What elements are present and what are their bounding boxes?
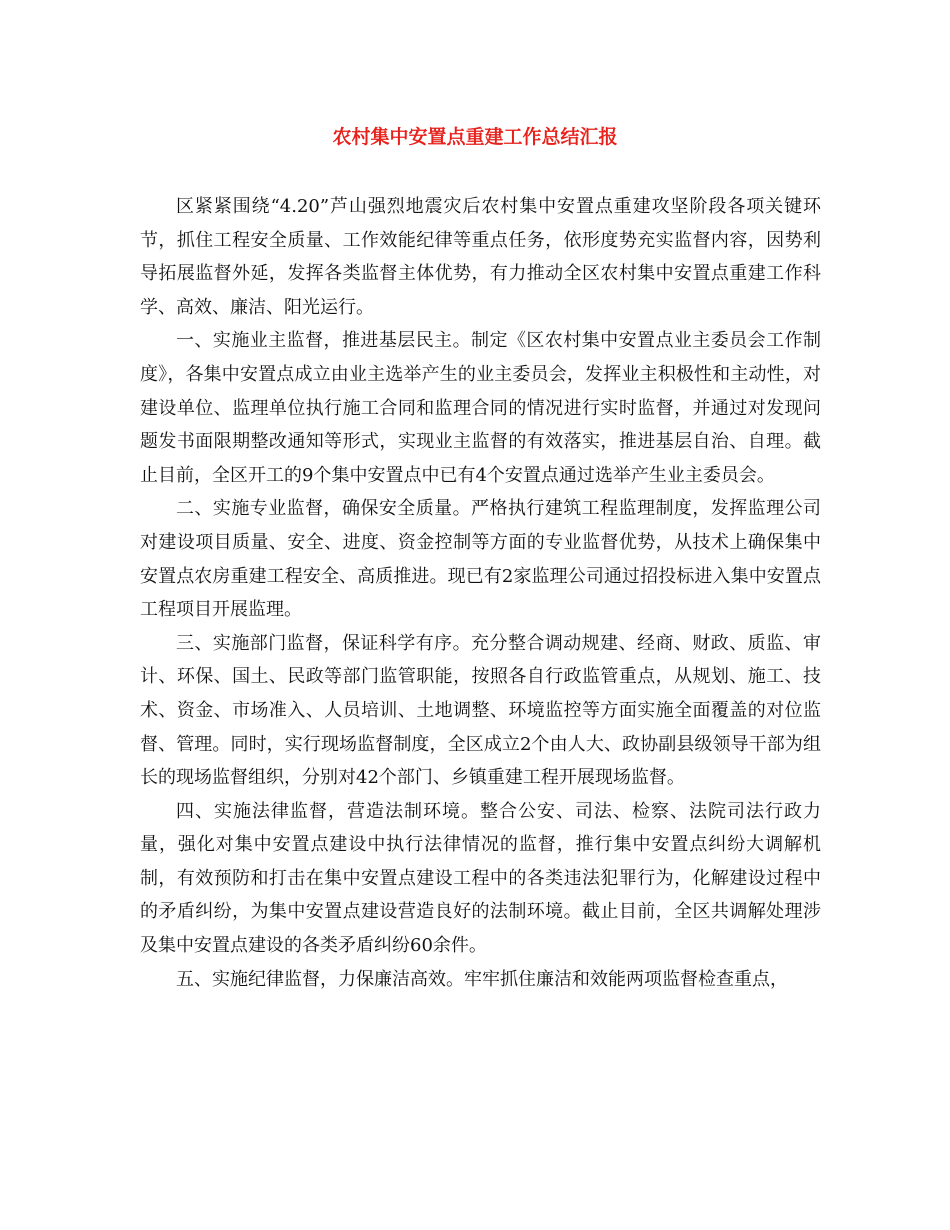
paragraph-professional-supervision: 二、实施专业监督，确保安全质量。严格执行建筑工程监理制度，发挥监理公司对建设项目质量、安全、进度、资金控制等方面的专业监督优势，从技术上确保集中安置点农房重建工程安全、高质推进。现已有2家监理公司通过招投标进入集中安置点工程项目开展监理。 [140, 498, 821, 621]
document-body [140, 190, 821, 996]
paragraph-owner-supervision: 一、实施业主监督，推进基层民主。制定《区农村集中安置点业主委员会工作制度》，各集中安置点成立由业主选举产生的业主委员会，发挥业主积极性和主动性，对建设单位、监理单位执行施工合同和监理合同的情况进行实时监督，并通过对发现问题发书面限期整改通知等形式，实现业主监督的有效落实，推进基层自治、自理。截止目前，全区开工的9个集中安置点中已有4个安置点通过选举产生业主委员会。 [140, 330, 821, 486]
paragraph-intro: 区紧紧围绕“4.20”芦山强烈地震灾后农村集中安置点重建攻坚阶段各项关键环节，抓住工程安全质量、工作效能纪律等重点任务，依形度势充实监督内容，因势利导拓展监督外延，发挥各类监督主体优势，有力推动全区农村集中安置点重建工作科学、高效、廉洁、阳光运行。 [140, 196, 821, 318]
paragraph-legal-supervision: 四、实施法律监督，营造法制环境。整合公安、司法、检察、法院司法行政力量，强化对集中安置点建设中执行法律情况的监督，推行集中安置点纠纷大调解机制，有效预防和打击在集中安置点建设工程中的各类违法犯罪行为，化解建设过程中的矛盾纠纷，为集中安置点建设营造良好的法制环境。截止目前，全区共调解处理涉及集中安置点建设的各类矛盾纠纷60余件。 [140, 800, 821, 957]
paragraph-discipline-supervision: 五、实施纪律监督，力保廉洁高效。牢牢抓住廉洁和效能两项监督检查重点， [176, 968, 788, 990]
paragraph-department-supervision: 三、实施部门监督，保证科学有序。充分整合调动规建、经商、财政、质监、审计、环保、国土、民政等部门监管职能，按照各自行政监管重点，从规划、施工、技术、资金、市场准入、人员培训、土地调整、环境监控等方面实施全面覆盖的对位监督、管理。同时，实行现场监督制度，全区成立2个由人大、政协副县级领导干部为组长的现场监督组织，分别对42个部门、乡镇重建工程开展现场监督。 [140, 632, 821, 789]
document-title: 农村集中安置点重建工作总结汇报 [332, 126, 618, 148]
